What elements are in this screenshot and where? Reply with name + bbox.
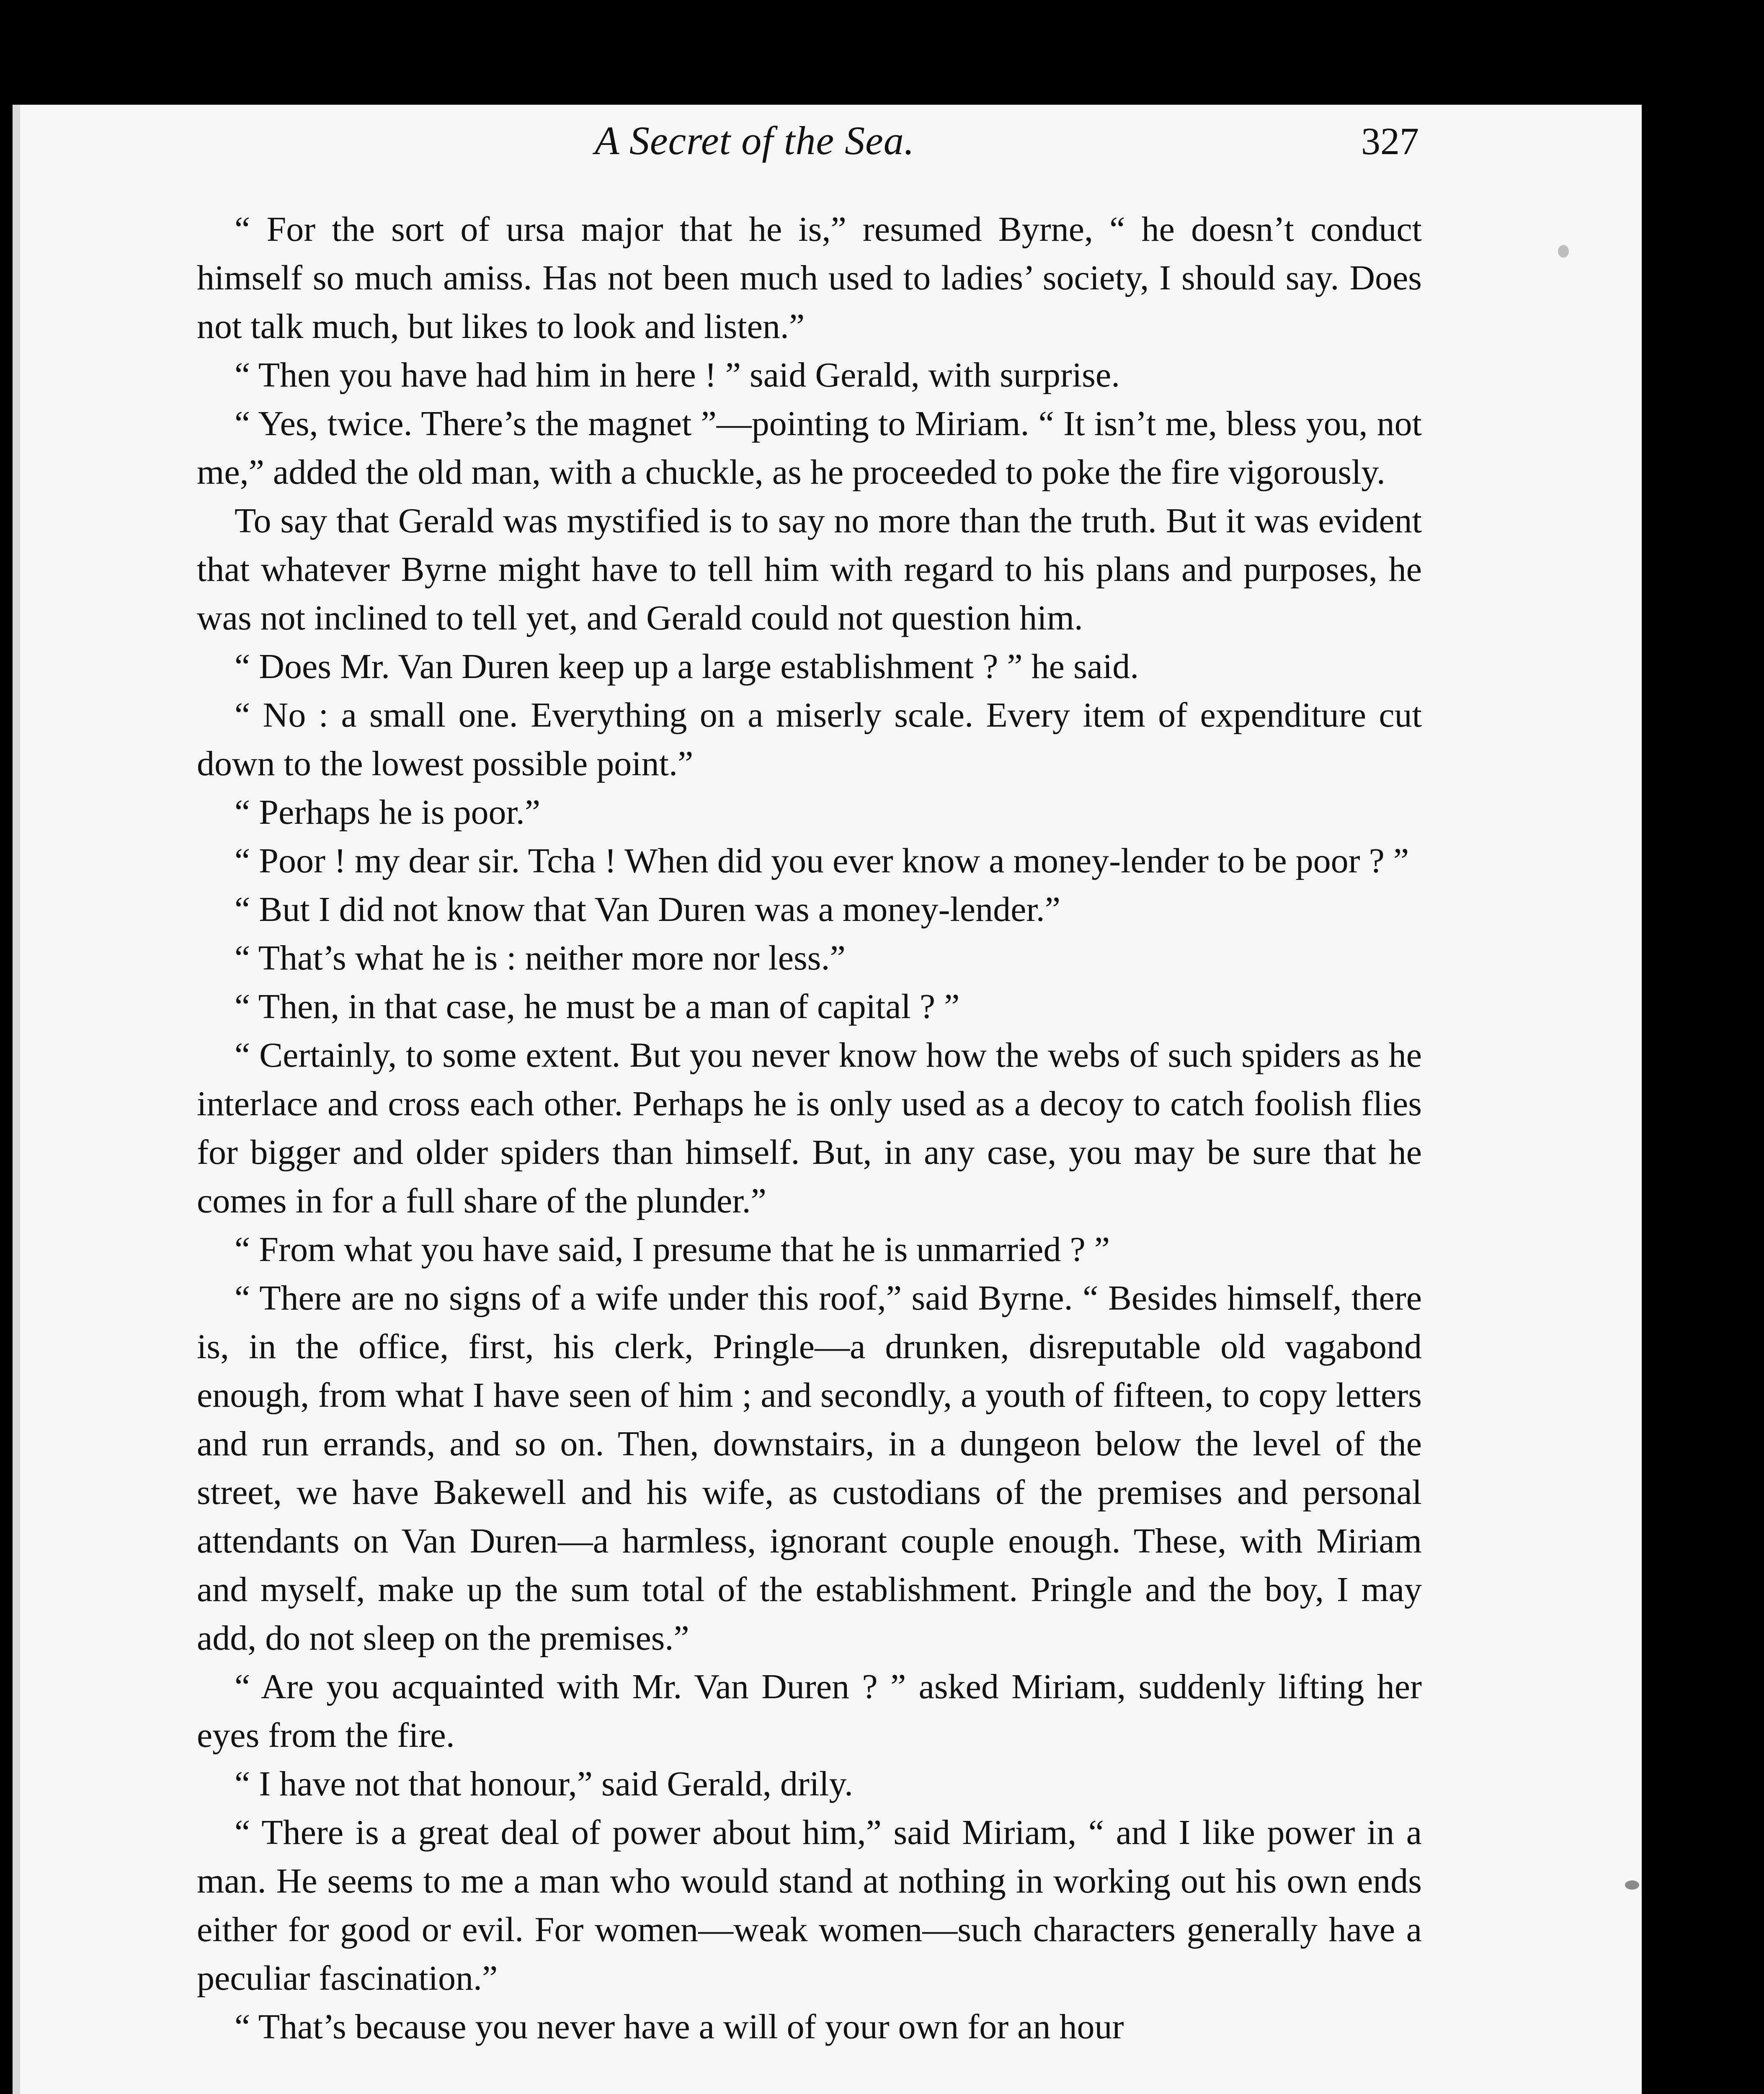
page-number: 327 [1361,120,1419,162]
paragraph: “ For the sort of ursa major that he is,” resumed Byrne, “ he doesn’t conduct himself so much amiss. Has not been much used to ladies’ society, I should say. Does not talk much, but likes to look and listen.” [197,210,1422,346]
dust-speck [1558,245,1569,258]
paragraph: “ Are you acquainted with Mr. Van Duren ? ” asked Miriam, suddenly lifting her eyes from the fire. [197,1667,1422,1755]
paragraph: “ There is a great deal of power about him,” said Miriam, “ and I like power in a man. He seems to me a man who would stand at nothing in working out his own ends either for good or evil. For women—weak women—such characters generally have a peculiar fascination.” [197,1813,1422,1998]
paragraph: “ Poor ! my dear sir. Tcha ! When did you ever know a money-lender to be poor ? ” [235,841,1409,880]
paragraph: “ Yes, twice. There’s the magnet ”—pointing to Miriam. “ It isn’t me, bless you, not me,” added the old man, with a chuckle, as he proceeded to poke the fire vigorously. [197,404,1422,492]
running-header [0,117,1764,168]
paragraph: “ I have not that honour,” said Gerald, drily. [235,1764,854,1803]
paragraph: “ There are no signs of a wife under this roof,” said Byrne. “ Besides himself, there is, in the office, first, his clerk, Pringle—a drunken, disreputable old vagabond enough, from what I have seen of him ; and secondly, a youth of fifteen, to copy letters and run errands, and so on. Then, downstairs, in a dungeon below the level of the street, we have Bakewell and his wife, as custodians of the premises and personal attendants on Van Duren—a harmless, ignorant couple enough. These, with Miriam and myself, make up the sum total of the establishment. Pringle and the boy, I may add, do not sleep on the premises.” [197,1279,1422,1658]
paragraph: To say that Gerald was mystified is to say no more than the truth. But it was evident that whatever Byrne might have to tell him with regard to his plans and purposes, he was not inclined to tell yet, and Gerald could not question him. [197,501,1422,637]
paragraph: “ That’s what he is : neither more nor less.” [235,939,846,977]
paragraph: “ That’s because you never have a will of your own for an hour [235,2007,1124,2046]
paragraph: “ Then you have had him in here ! ” said Gerald, with surprise. [235,356,1120,395]
dust-speck [1625,1880,1639,1890]
paragraph: “ Certainly, to some extent. But you never know how the webs of such spiders as he interlace and cross each other. Perhaps he is only used as a decoy to catch foolish flies for bigger and older spiders than himself. But, in any case, you may be sure that he comes in for a full share of the plunder.” [197,1036,1422,1220]
running-title: A Secret of the Sea. [595,118,915,163]
paragraph: “ From what you have said, I presume that he is unmarried ? ” [235,1230,1110,1269]
body-text [197,205,1422,2051]
paragraph: “ Then, in that case, he must be a man of capital ? ” [235,987,960,1026]
page-edge-shadow [1644,105,1764,2094]
paragraph: “ Does Mr. Van Duren keep up a large establishment ? ” he said. [235,647,1139,686]
paragraph: “ Perhaps he is poor.” [235,793,541,832]
paragraph: “ No : a small one. Everything on a miserly scale. Every item of expenditure cut down to the lowest possible point.” [197,696,1422,783]
paragraph: “ But I did not know that Van Duren was a money-lender.” [235,890,1060,929]
